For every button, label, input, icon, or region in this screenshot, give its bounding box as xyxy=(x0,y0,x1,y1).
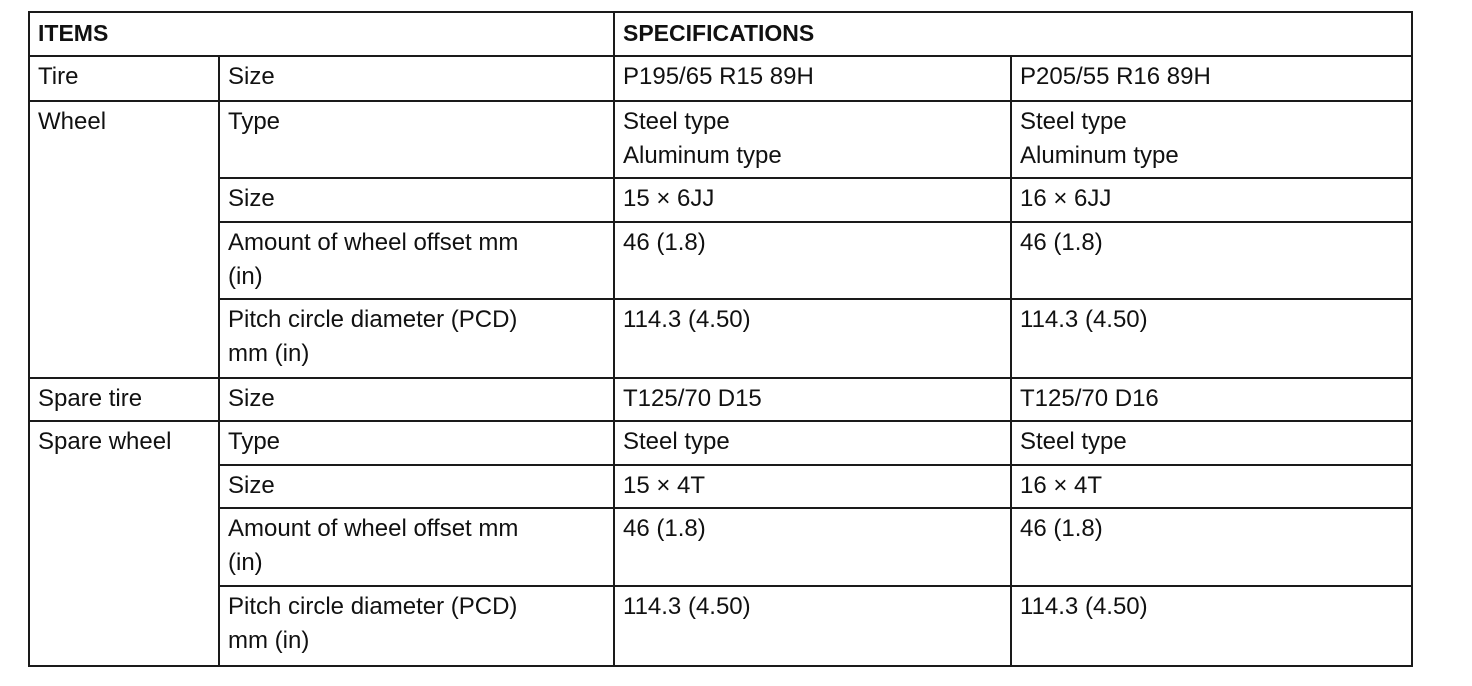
spec-cell-15in: 15 × 6JJ xyxy=(614,178,1011,222)
table-row xyxy=(29,378,1412,421)
spec-cell-15in: T125/70 D15 xyxy=(614,378,1011,421)
table-row xyxy=(29,56,1412,101)
spec-line: Aluminum type xyxy=(623,142,782,169)
spec-cell-16in: Steel type xyxy=(1011,421,1412,465)
spec-cell-16in: 16 × 4T xyxy=(1011,465,1412,508)
spec-cell-16in: 114.3 (4.50) xyxy=(1011,586,1412,666)
sub-item-line: Pitch circle diameter (PCD) xyxy=(228,306,518,333)
spec-cell-15in xyxy=(614,101,1011,178)
sub-item-cell: Type xyxy=(219,421,614,465)
spec-cell-15in: 46 (1.8) xyxy=(614,508,1011,586)
header-row xyxy=(29,12,1412,56)
spec-cell-15in: 114.3 (4.50) xyxy=(614,299,1011,378)
sub-item-cell: Type xyxy=(219,101,614,178)
spec-cell-16in: 16 × 6JJ xyxy=(1011,178,1412,222)
sub-item-cell: Size xyxy=(219,378,614,421)
table-row xyxy=(29,465,1412,508)
spec-cell-16in: 46 (1.8) xyxy=(1011,222,1412,299)
spec-cell-16in: 114.3 (4.50) xyxy=(1011,299,1412,378)
sub-item-line: mm (in) xyxy=(228,340,310,367)
specifications-header: SPECIFICATIONS xyxy=(614,12,1412,56)
table-row xyxy=(29,101,1412,178)
spec-cell-16in: T125/70 D16 xyxy=(1011,378,1412,421)
sub-item-cell xyxy=(219,508,614,586)
sub-item-cell xyxy=(219,299,614,378)
sub-item-cell xyxy=(219,222,614,299)
spec-cell-15in: 46 (1.8) xyxy=(614,222,1011,299)
table-row xyxy=(29,178,1412,222)
sub-item-cell: Size xyxy=(219,56,614,101)
sub-item-cell: Size xyxy=(219,465,614,508)
spec-cell-15in: Steel type xyxy=(614,421,1011,465)
sub-item-line: Amount of wheel offset mm xyxy=(228,229,519,256)
spec-cell-15in: P195/65 R15 89H xyxy=(614,56,1011,101)
item-cell-spare-tire: Spare tire xyxy=(29,378,219,421)
items-header: ITEMS xyxy=(29,12,614,56)
spec-line: Steel type xyxy=(1020,108,1127,135)
sub-item-line: (in) xyxy=(228,549,263,576)
item-cell-wheel: Wheel xyxy=(29,101,219,378)
sub-item-line: (in) xyxy=(228,263,263,290)
item-cell-spare-wheel: Spare wheel xyxy=(29,421,219,666)
spec-line: Aluminum type xyxy=(1020,142,1179,169)
spec-cell-16in: P205/55 R16 89H xyxy=(1011,56,1412,101)
spec-cell-16in xyxy=(1011,101,1412,178)
specifications-table xyxy=(28,11,1413,667)
table-row xyxy=(29,421,1412,465)
spec-cell-16in: 46 (1.8) xyxy=(1011,508,1412,586)
table-row xyxy=(29,586,1412,666)
spec-cell-15in: 114.3 (4.50) xyxy=(614,586,1011,666)
sub-item-line: Pitch circle diameter (PCD) xyxy=(228,593,518,620)
table-row xyxy=(29,299,1412,378)
sub-item-line: Amount of wheel offset mm xyxy=(228,515,519,542)
sub-item-cell: Size xyxy=(219,178,614,222)
table-row xyxy=(29,508,1412,586)
table-row xyxy=(29,222,1412,299)
spec-cell-15in: 15 × 4T xyxy=(614,465,1011,508)
spec-line: Steel type xyxy=(623,108,730,135)
sub-item-line: mm (in) xyxy=(228,627,310,654)
sub-item-cell xyxy=(219,586,614,666)
item-cell-tire: Tire xyxy=(29,56,219,101)
